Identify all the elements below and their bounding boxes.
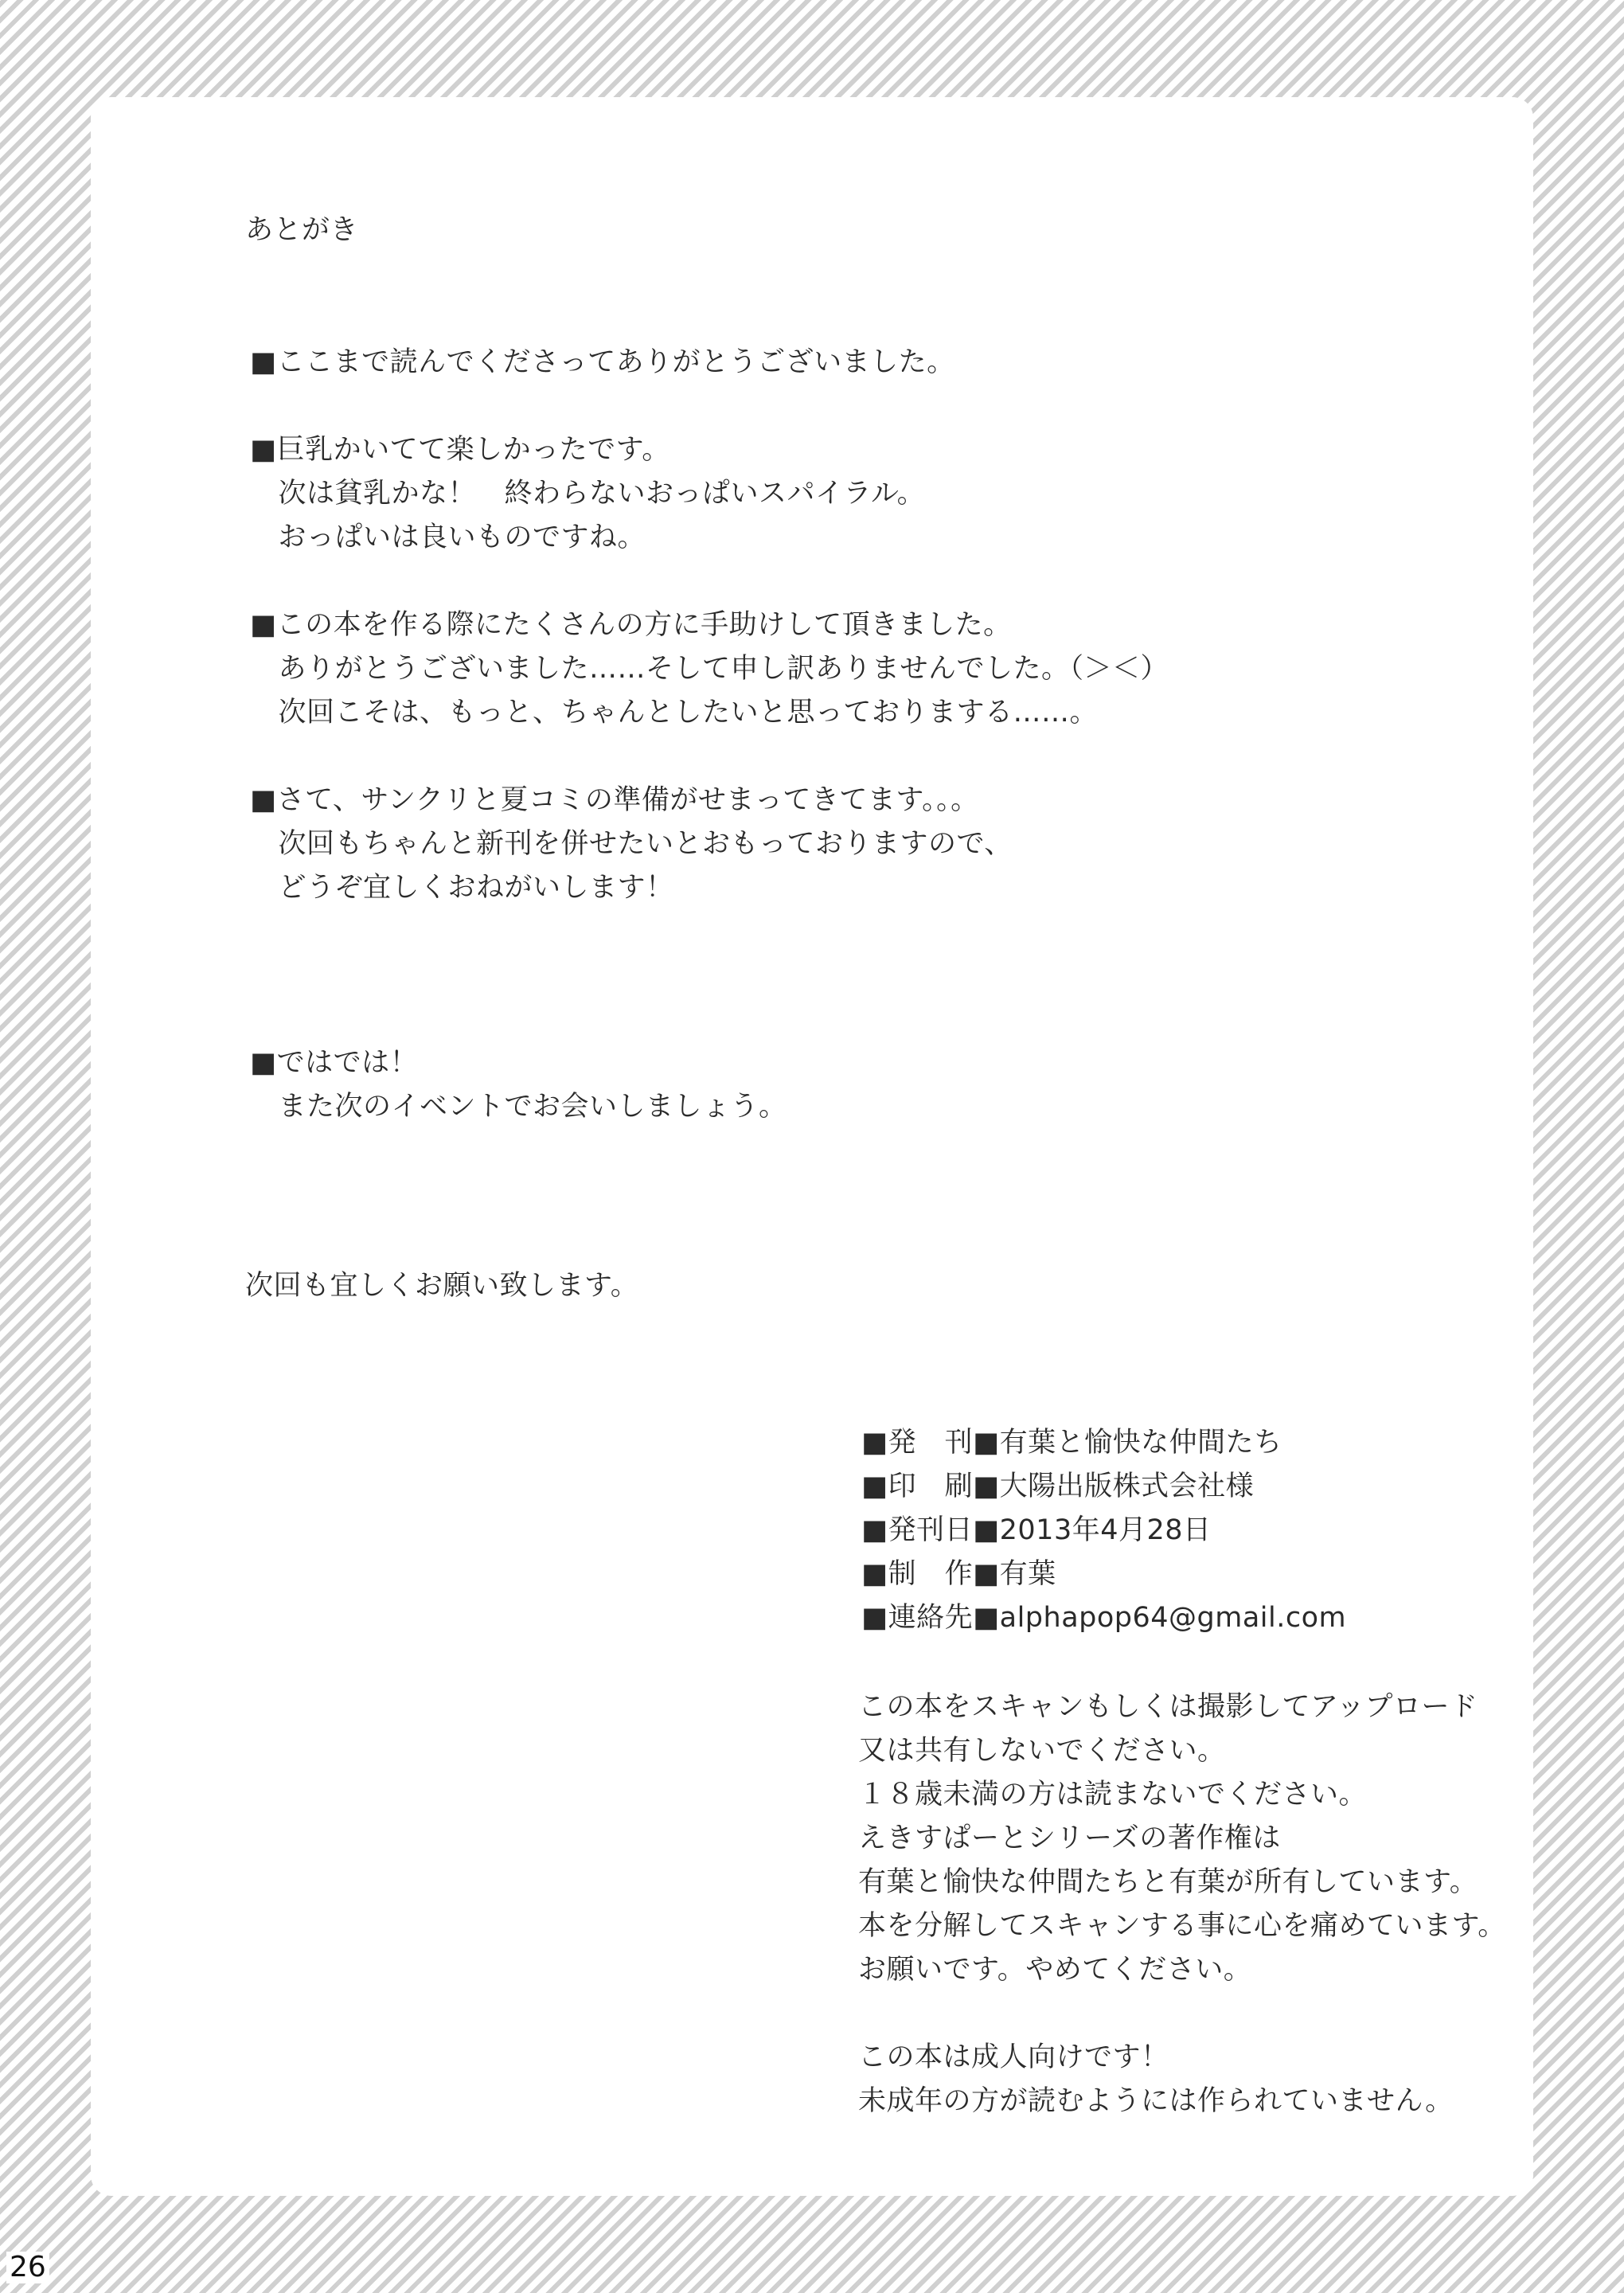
- notice-line-4: えきすぱーとシリーズの著作権は: [858, 1822, 1281, 1854]
- colophon-printer: ■印 刷■大陽出版株式会社様: [861, 1471, 1255, 1502]
- adult-notice-line-2: 未成年の方が読むようには作られていません。: [858, 2085, 1454, 2117]
- section-2-line-1: ■巨乳かいてて楽しかったです。: [250, 434, 670, 466]
- notice-line-5: 有葉と愉快な仲間たちと有葉が所有しています。: [858, 1866, 1478, 1898]
- section-4-line-1: ■さて、サンクリと夏コミの準備がせまってきてます。。。: [250, 784, 979, 816]
- adult-notice-line-1: この本は成人向けです！: [858, 2041, 1169, 2073]
- notice-line-1: この本をスキャンもしくは撮影してアップロード: [858, 1691, 1478, 1723]
- section-1-line-1: ■ここまで読んでくださってありがとうございました。: [250, 346, 955, 378]
- section-3-line-3: 次回こそは、もっと、ちゃんとしたいと思っておりまする……。: [250, 697, 1099, 729]
- notice-line-2: 又は共有しないでください。: [858, 1735, 1226, 1767]
- page-number: 26: [6, 2252, 49, 2283]
- section-3-line-2: ありがとうございました……そして申し訳ありませんでした。（＞＜）: [250, 653, 1169, 685]
- section-4-line-2: 次回もちゃんと新刊を併せたいとおもっておりますので、: [250, 828, 1013, 860]
- closing-line: 次回も宜しくお願い致します。: [245, 1270, 639, 1302]
- section-5-line-2: また次のイベントでお会いしましょう。: [250, 1091, 787, 1123]
- colophon-publisher: ■発 刊■有葉と愉快な仲間たち: [861, 1427, 1282, 1459]
- section-2-line-2: 次は貧乳かな！ 終わらないおっぱいスパイラル。: [250, 478, 926, 510]
- colophon-date: ■発刊日■2013年4月28日: [861, 1514, 1212, 1546]
- notice-line-6: 本を分解してスキャンする事に心を痛めています。: [858, 1910, 1506, 1942]
- section-5-line-1: ■ではでは！: [250, 1047, 419, 1079]
- notice-line-3: １８歳未満の方は読まないでください。: [858, 1779, 1368, 1811]
- notice-line-7: お願いです。やめてください。: [858, 1954, 1252, 1986]
- afterword-heading: あとがき: [245, 214, 359, 246]
- section-4-line-3: どうぞ宜しくおねがいします！: [250, 872, 674, 904]
- section-3-line-1: ■この本を作る際にたくさんの方に手助けして頂きました。: [250, 609, 1012, 641]
- section-2-line-3: おっぱいは良いものですね。: [250, 521, 646, 553]
- colophon-author: ■制 作■有葉: [861, 1558, 1056, 1590]
- colophon-contact: ■連絡先■alphapop64@gmail.com: [861, 1602, 1347, 1634]
